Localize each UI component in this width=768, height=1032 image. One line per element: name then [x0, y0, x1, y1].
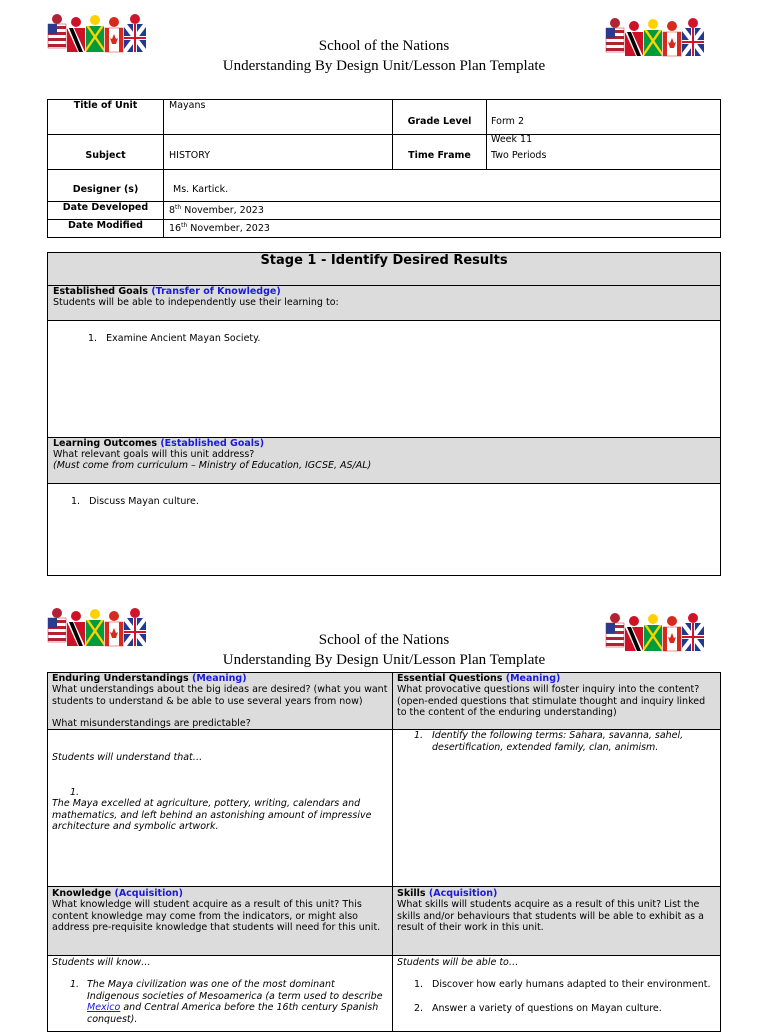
learning-outcomes-note: (Must come from curriculum – Ministry of Education, IGCSE, AS/AL)	[53, 460, 372, 471]
established-goals-heading: Established Goals (Transfer of Knowledge)	[53, 286, 281, 297]
time-frame-periods: Two Periods	[491, 150, 547, 161]
eu-item-text: The Maya excelled at agriculture, pottery, writing, calendars and mathematics, and left behind an astonishing amount of impressive architecture and symbolic artwork.	[52, 798, 372, 832]
designer-value: Ms. Kartick.	[173, 184, 229, 195]
skill-item-1-number: 1.	[414, 979, 424, 990]
knowledge-prompt: What knowledge will student acquire as a result of this unit? This content knowledge may come from the indicators, or might also address pre-requisite knowledge that students will need for this unit.	[52, 899, 381, 933]
eq-item-text: Identify the following terms: Sahara, savanna, sahel, desertification, extended family, clan, animism.	[432, 730, 684, 753]
subject-value: HISTORY	[169, 150, 211, 161]
skills-heading: Skills (Acquisition)	[397, 888, 498, 899]
skills-prompt: What skills will students acquire as a result of this unit? List the skills and/or behaviours that students will be able to exhibit as a result of their work in this unit.	[397, 899, 704, 933]
time-frame-label: Time Frame	[408, 150, 471, 161]
established-goals-prompt: Students will be able to independently use their learning to:	[53, 297, 339, 308]
essential-questions-prompt: What provocative questions will foster inquiry into the content? (open-ended questions that stimulate thought and inquiry linked to the content of the enduring understanding)	[397, 684, 706, 718]
title-of-unit-value: Mayans	[169, 100, 206, 111]
skill-item-2-number: 2.	[414, 1003, 424, 1014]
goal-item-1: 1. Examine Ancient Mayan Society.	[88, 333, 261, 344]
template-title: Understanding By Design Unit/Lesson Plan Template	[222, 58, 546, 74]
eu-item-number: 1.	[70, 787, 80, 798]
skill-item-2: Answer a variety of questions on Mayan culture.	[432, 1003, 662, 1014]
title-of-unit-label: Title of Unit	[73, 100, 138, 111]
enduring-understandings-prompt: What understandings about the big ideas are desired? (what you want students to understand & be able to use several years from now)	[52, 684, 388, 707]
learning-outcomes-heading: Learning Outcomes (Established Goals)	[53, 438, 265, 449]
knowledge-item-number: 1.	[70, 979, 80, 990]
knowledge-intro: Students will know…	[52, 957, 151, 968]
school-name: School of the Nations	[318, 632, 450, 648]
skills-intro: Students will be able to…	[397, 957, 519, 968]
designer-label: Designer (s)	[72, 184, 139, 195]
knowledge-heading: Knowledge (Acquisition)	[52, 888, 183, 899]
date-developed-label: Date Developed	[62, 202, 149, 213]
learning-outcomes-prompt: What relevant goals will this unit address?	[53, 449, 255, 460]
school-name: School of the Nations	[318, 38, 450, 54]
grade-level-label: Grade Level	[407, 116, 472, 127]
outcome-item-1: 1. Discuss Mayan culture.	[71, 496, 199, 507]
mexico-link[interactable]: Mexico	[87, 1002, 121, 1013]
enduring-understandings-heading: Enduring Understandings (Meaning)	[52, 673, 247, 684]
subject-label: Subject	[85, 150, 126, 161]
time-frame-week: Week 11	[491, 134, 533, 145]
eq-item-number: 1.	[414, 730, 424, 741]
date-modified-value: 16th November, 2023	[169, 222, 270, 235]
misunderstandings-prompt: What misunderstandings are predictable?	[52, 718, 251, 729]
stage1-title: Stage 1 - Identify Desired Results	[260, 253, 508, 268]
grade-level-value: Form 2	[491, 116, 524, 127]
date-developed-value: 8th November, 2023	[169, 204, 264, 217]
template-title: Understanding By Design Unit/Lesson Plan Template	[222, 652, 546, 668]
knowledge-item-text: The Maya civilization was one of the most dominant Indigenous societies of Mesoamerica (a term used to describe Mexico and Central America before the 16th century Spanish conquest).	[87, 979, 383, 1025]
essential-questions-heading: Essential Questions (Meaning)	[397, 673, 561, 684]
document-header-page2	[0, 630, 768, 670]
date-modified-label: Date Modified	[68, 220, 143, 231]
document-header	[0, 36, 768, 76]
skill-item-1: Discover how early humans adapted to their environment.	[432, 979, 711, 990]
eu-intro: Students will understand that…	[52, 752, 203, 763]
